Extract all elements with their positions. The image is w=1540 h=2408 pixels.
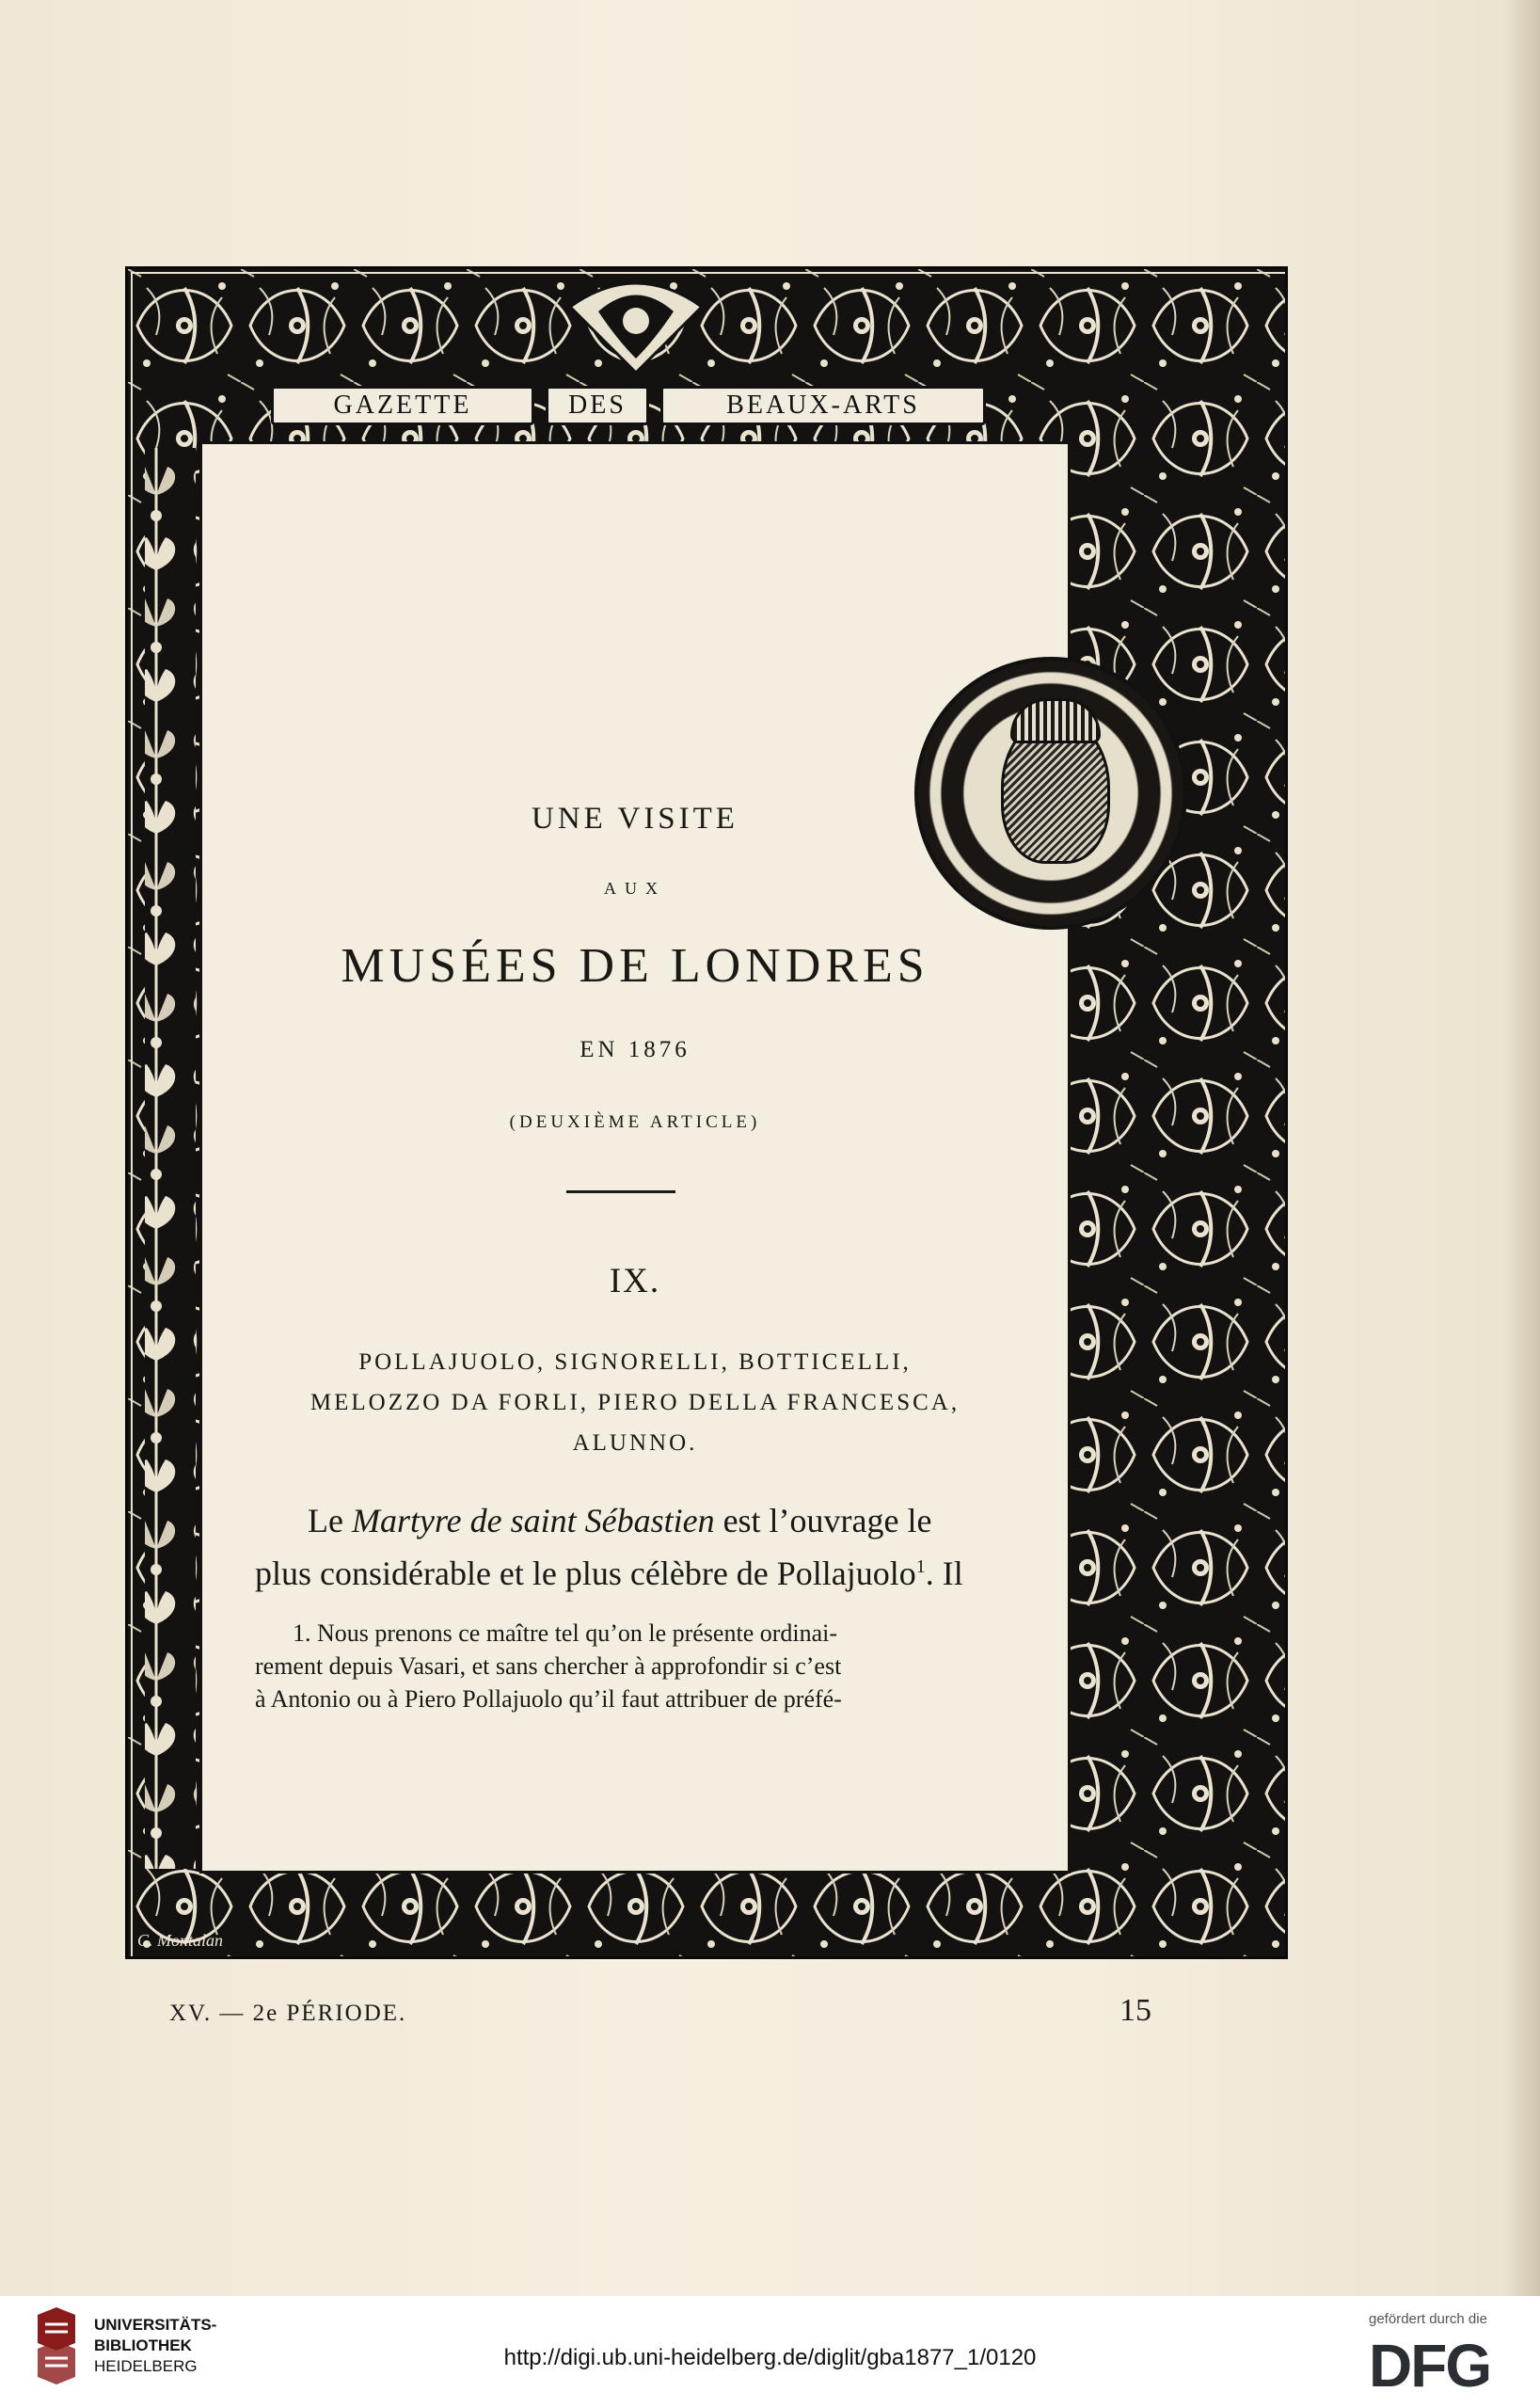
footnote-line: rement depuis Vasari, et sans chercher à approfondir si c’est [255, 1652, 842, 1680]
section-names-line: MELOZZO DA FORLI, PIERO DELLA FRANCESCA, [310, 1390, 961, 1415]
page-footer-period: XV. — 2e PÉRIODE. [169, 2001, 407, 2026]
artwork-title: Martyre de saint Sébastien [351, 1502, 715, 1539]
library-footer-bar [0, 2296, 1540, 2408]
body-text-segment: plus considérable et le plus célèbre de Pollajuolo [255, 1555, 916, 1592]
library-name-line: UNIVERSITÄTS- [94, 2316, 217, 2334]
portrait-cap [1010, 698, 1101, 743]
portrait-medallion [914, 657, 1187, 930]
title-year: EN 1876 [579, 1037, 691, 1062]
sponsor-label: gefördert durch die [1369, 2311, 1487, 2327]
body-text-segment: Le [308, 1502, 352, 1539]
banner-des: DES [546, 386, 649, 425]
body-line [255, 1498, 1019, 1544]
dfg-logo: DFG [1369, 2332, 1491, 2400]
body-text-segment: est l’ouvrage le [714, 1502, 932, 1539]
title-musees: MUSÉES DE LONDRES [341, 939, 929, 993]
section-number: IX. [609, 1262, 661, 1300]
document-url[interactable]: http://digi.ub.uni-heidelberg.de/diglit/gba1877_1/0120 [503, 2345, 1037, 2370]
title-aux: AUX [604, 879, 666, 898]
banner-beaux-arts: BEAUX-ARTS [660, 386, 986, 425]
page-edge-shadow [1502, 0, 1540, 2296]
page-number: 15 [1119, 1993, 1151, 2028]
ornamental-frame [125, 266, 1288, 1959]
footnote-line: 1. Nous prenons ce maître tel qu’on le présente ordinai- [293, 1619, 838, 1647]
article-subtitle: (DEUXIÈME ARTICLE) [509, 1112, 761, 1132]
library-city: HEIDELBERG [94, 2357, 198, 2375]
banner-gazette: GAZETTE [271, 386, 534, 425]
masthead-banner [271, 386, 986, 429]
body-text-segment: . Il [925, 1555, 963, 1592]
body-line [255, 1544, 1019, 1597]
footnote-line: à Antonio ou à Piero Pollajuolo qu’il faut attribuer de préfé- [255, 1685, 842, 1713]
title-rule [566, 1190, 675, 1193]
title-une-visite: UNE VISITE [532, 802, 738, 836]
article-text-panel [199, 441, 1071, 1874]
engraver-signature: C. Montalan [137, 1931, 224, 1950]
footnote-ref: 1 [915, 1556, 926, 1577]
library-name-line: BIBLIOTHEK [94, 2336, 192, 2354]
section-names-line: ALUNNO. [572, 1430, 698, 1456]
section-names-line: POLLAJUOLO, SIGNORELLI, BOTTICELLI, [358, 1349, 912, 1375]
